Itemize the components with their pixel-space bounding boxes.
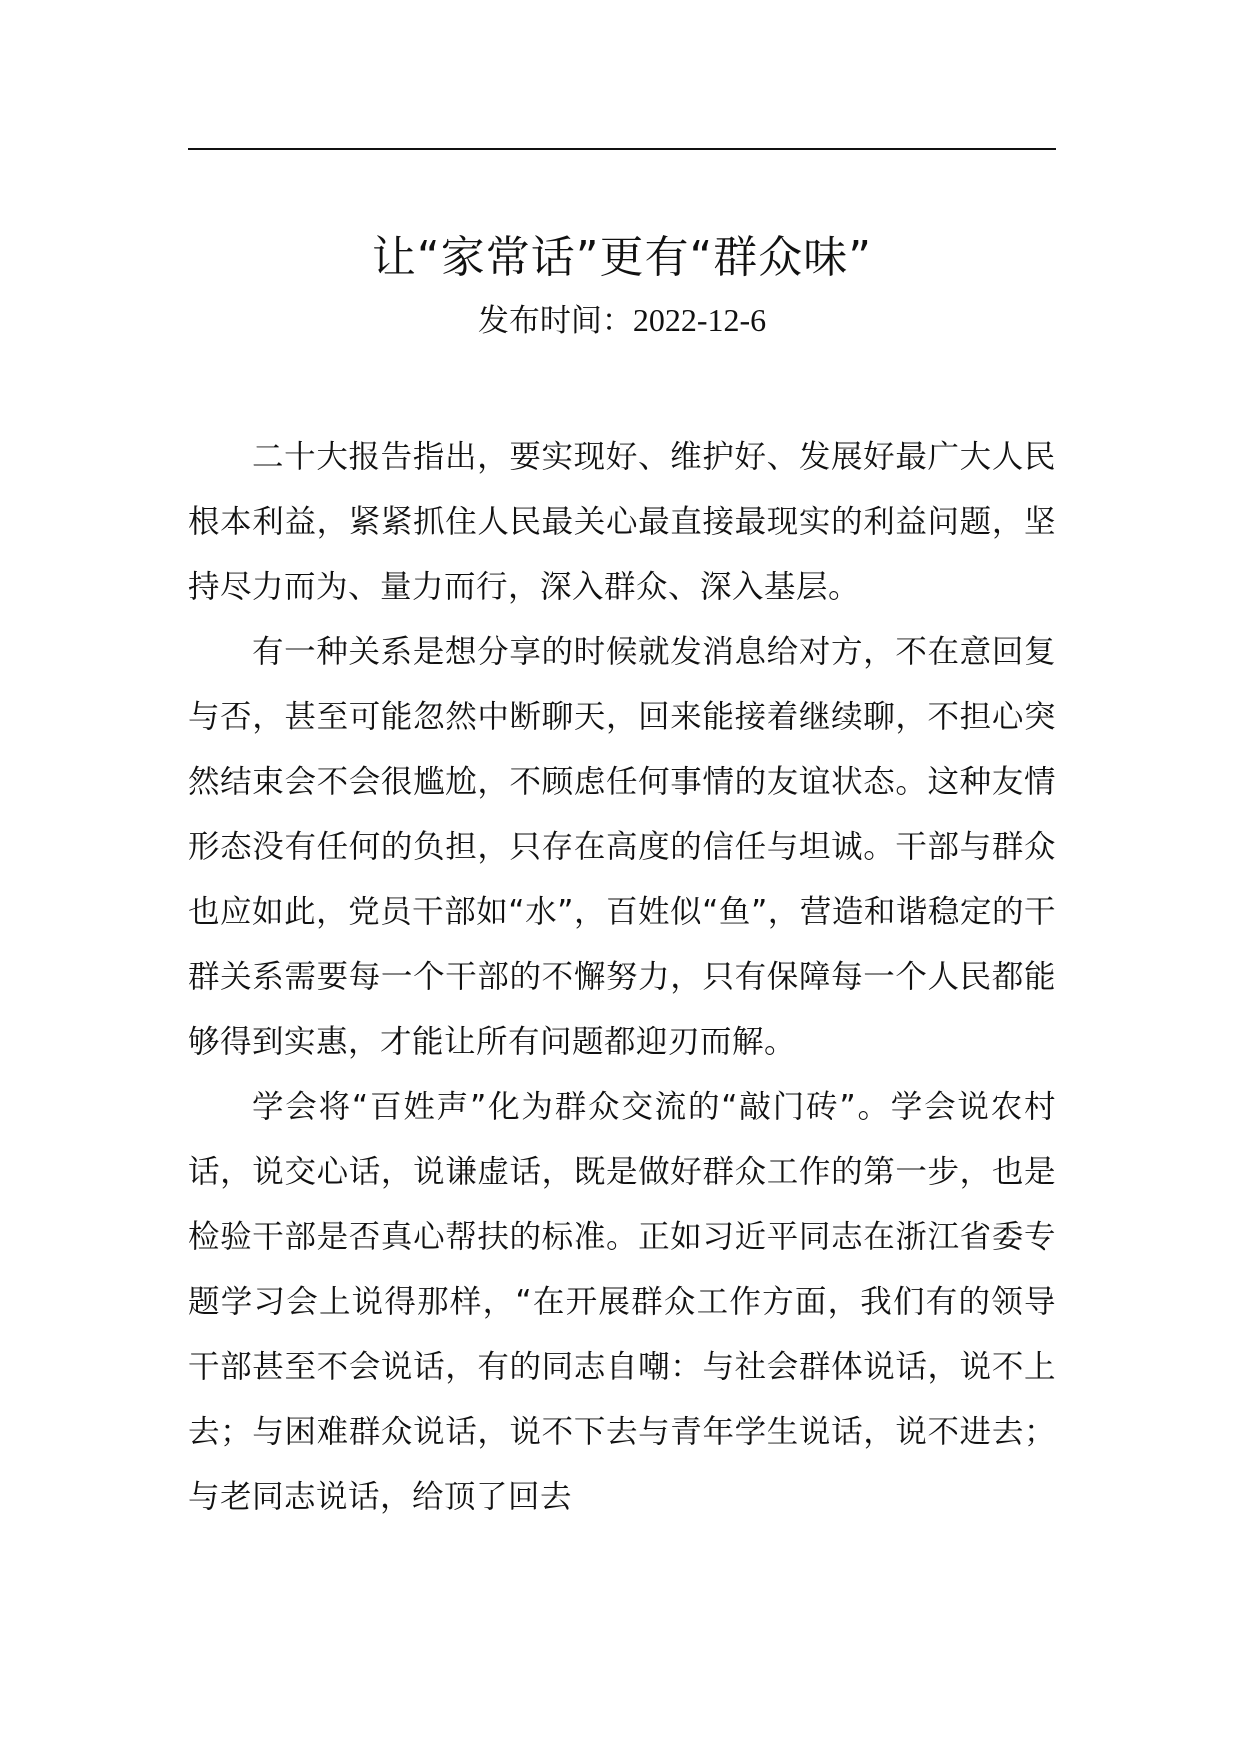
paragraph-3: 学会将“百姓声”化为群众交流的“敲门砖”。学会说农村话，说交心话，说谦虚话，既是做好群众工作的第一步，也是检验干部是否真心帮扶的标准。正如习近平同志在浙江省委专题学习会上说得那样，“在开展群众工作方面，我们有的领导干部甚至不会说话，有的同志自嘲：与社会群体说话，说不上去；与困难群众说话，说不下去与青年学生说话，说不进去；与老同志说话，给顶了回去 <box>188 1089 1056 1515</box>
publish-info <box>188 296 1056 345</box>
paragraph-1: 二十大报告指出，要实现好、维护好、发展好最广大人民根本利益，紧紧抓住人民最关心最直接最现实的利益问题，坚持尽力而为、量力而行，深入群众、深入基层。 <box>188 439 1056 605</box>
page-title: 让“家常话”更有“群众味” <box>371 232 873 283</box>
publish-date: 2022-12-6 <box>632 302 767 338</box>
publish-label: 发布时间： <box>477 303 633 339</box>
paragraph-2: 有一种关系是想分享的时候就发消息给对方，不在意回复与否，甚至可能忽然中断聊天，回来能接着继续聊，不担心突然结束会不会很尴尬，不顾虑任何事情的友谊状态。这种友情形态没有任何的负担，只存在高度的信任与坦诚。干部与群众也应如此，党员干部如“水”，百姓似“鱼”，营造和谐稳定的干群关系需要每一个干部的不懈努力，只有保障每一个人民都能够得到实惠，才能让所有问题都迎刃而解。 <box>188 634 1056 1060</box>
header-rule <box>188 148 1056 150</box>
article-body <box>188 425 1056 1530</box>
